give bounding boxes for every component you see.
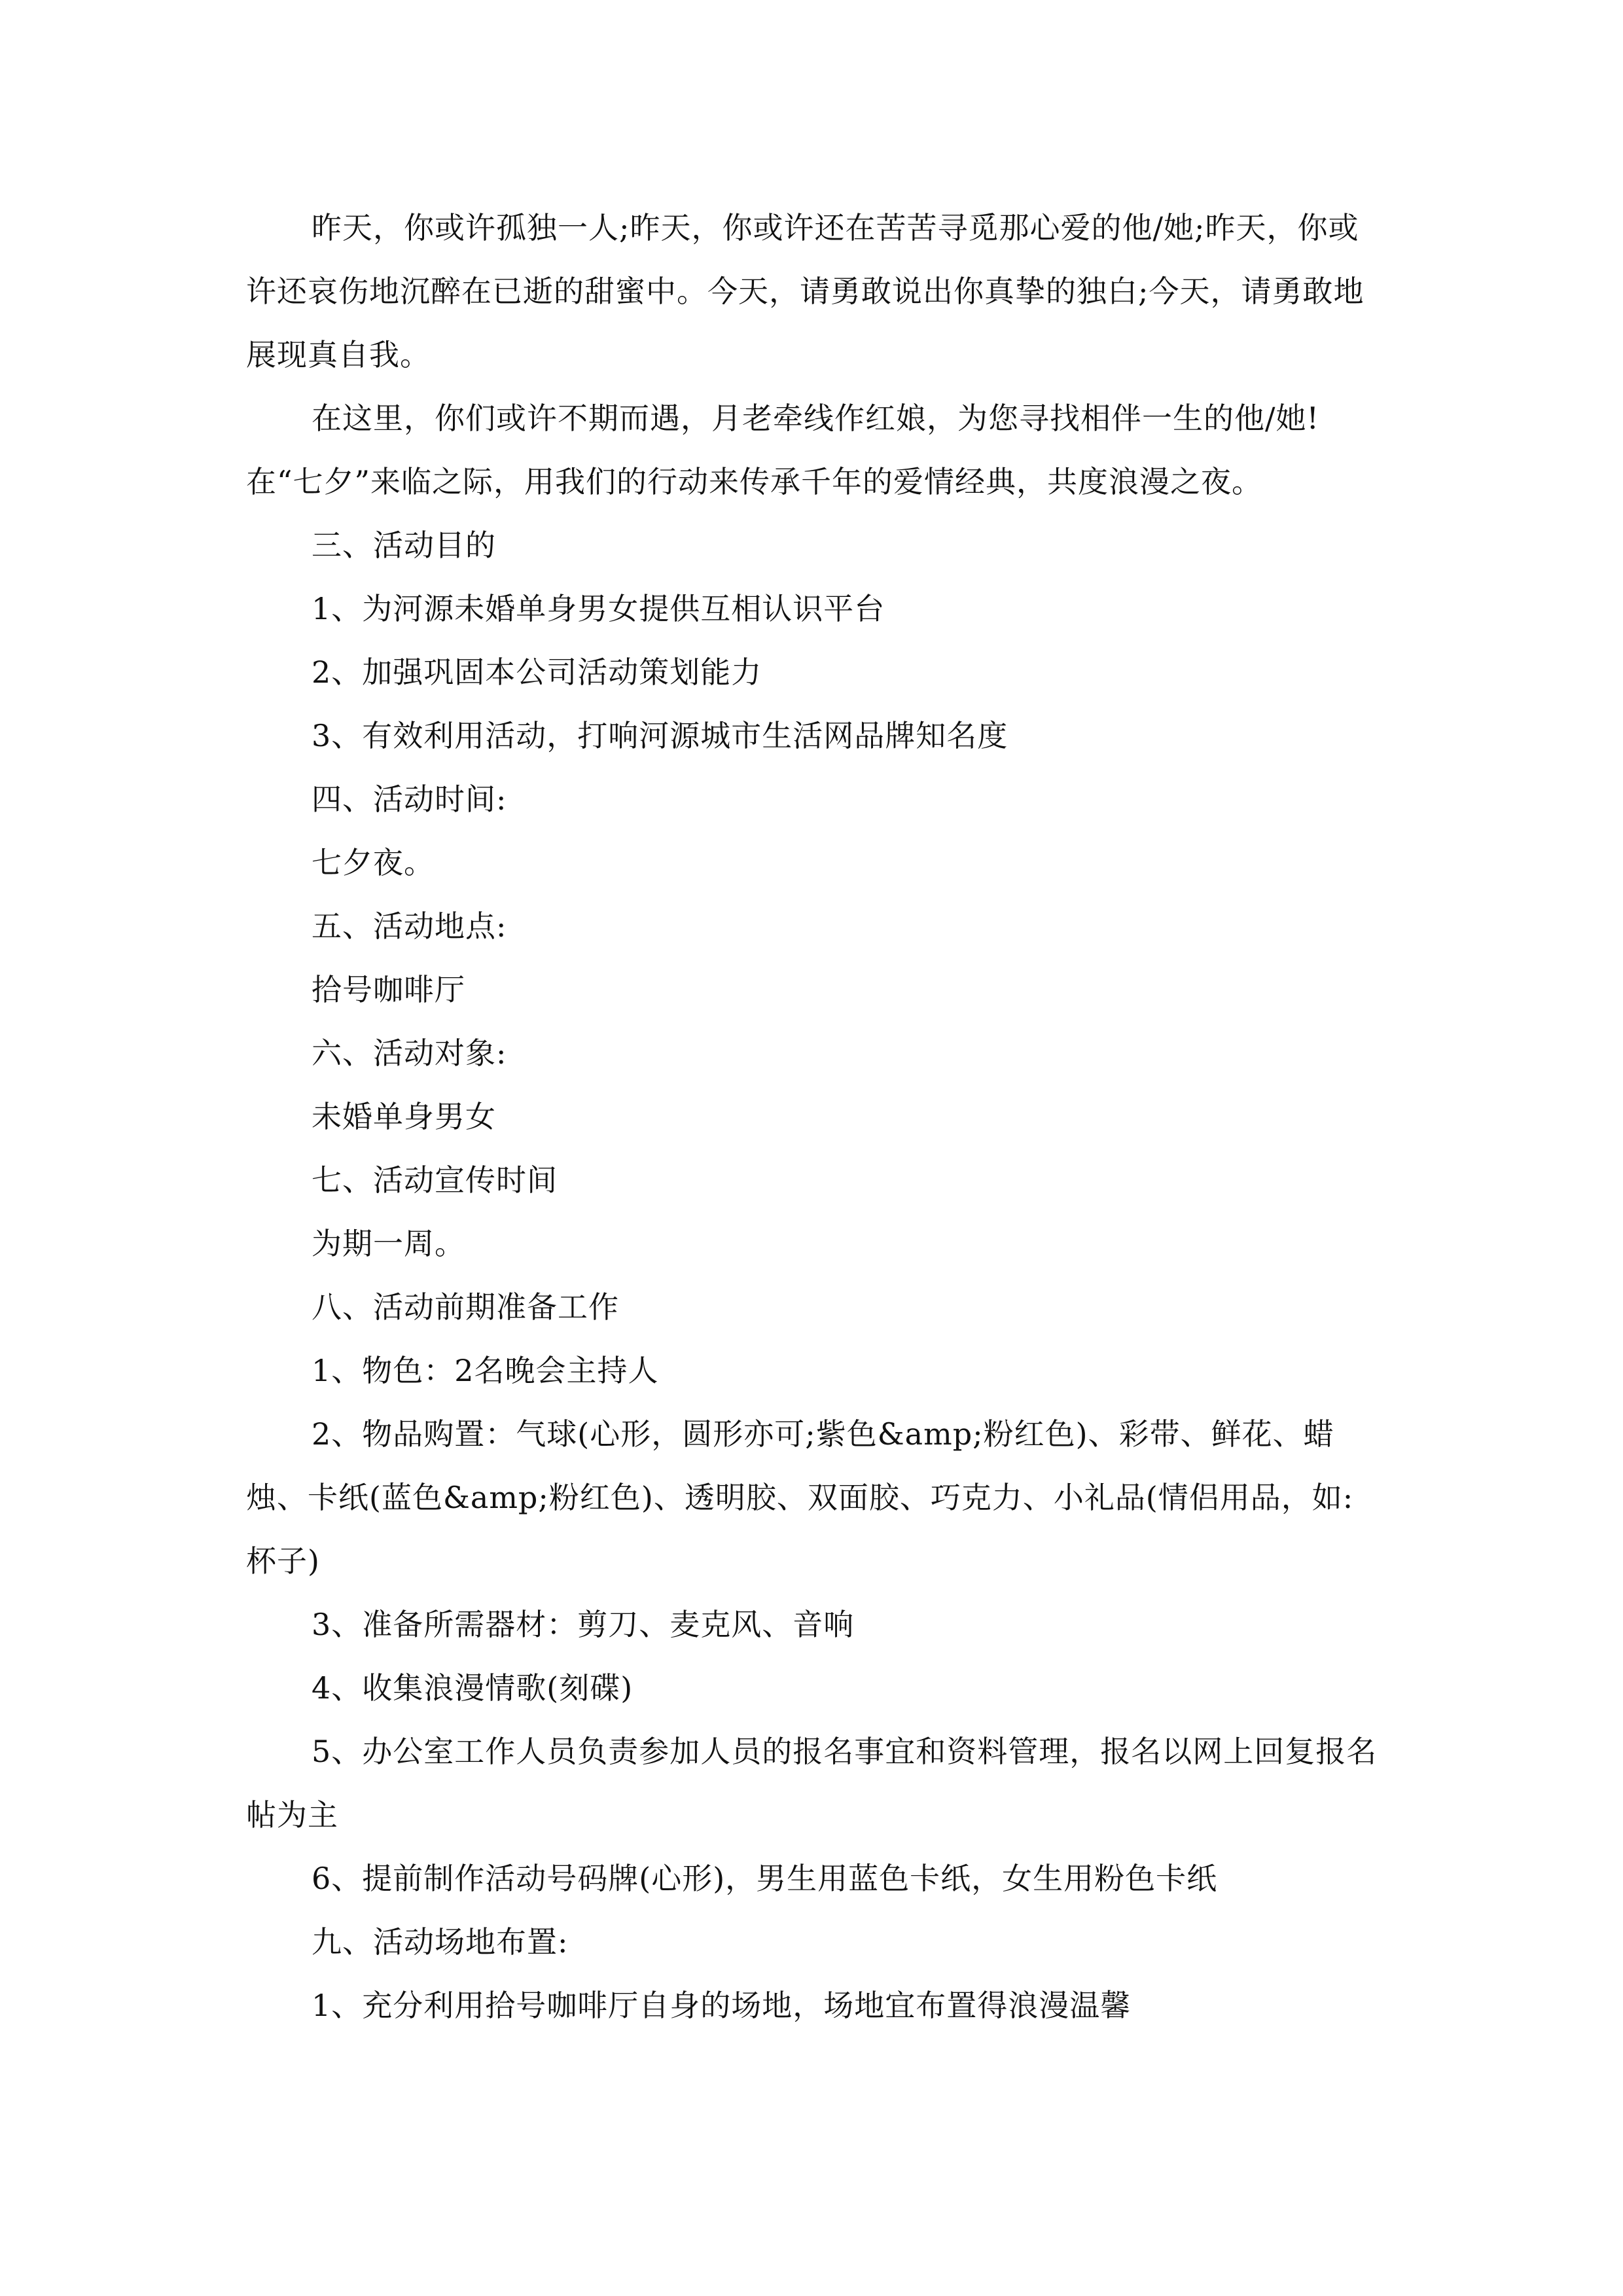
section-heading-preparation: 八、活动前期准备工作 <box>312 1289 619 1325</box>
audience-value: 未婚单身男女 <box>312 1099 496 1134</box>
section-heading-audience: 六、活动对象: <box>312 1035 507 1071</box>
time-value: 七夕夜。 <box>312 845 435 880</box>
section-heading-promotion-time: 七、活动宣传时间 <box>312 1162 558 1198</box>
purpose-item-3: 3、有效利用活动，打响河源城市生活网品牌知名度 <box>312 718 1008 753</box>
purpose-item-1: 1、为河源未婚单身男女提供互相认识平台 <box>312 591 885 626</box>
preparation-item-5: 5、办公室工作人员负责参加人员的报名事宜和资料管理，报名以网上回复报名帖为主 <box>246 1734 1378 1833</box>
intro-paragraph-1: 昨天，你或许孤独一人;昨天，你或许还在苦苦寻觅那心爱的他/她;昨天，你或许还哀伤地沉醉在已逝的甜蜜中。今天，请勇敢说出你真挚的独白;今天，请勇敢地展现真自我。 <box>246 210 1364 372</box>
section-heading-time: 四、活动时间: <box>312 781 507 817</box>
promotion-time-value: 为期一周。 <box>312 1226 465 1261</box>
document-body <box>246 196 1382 2037</box>
location-value: 拾号咖啡厅 <box>312 972 465 1007</box>
intro-paragraph-2: 在这里，你们或许不期而遇，月老牵线作红娘，为您寻找相伴一生的他/她!在“七夕”来临之际，用我们的行动来传承千年的爱情经典，共度浪漫之夜。 <box>246 401 1319 499</box>
preparation-item-4: 4、收集浪漫情歌(刻碟) <box>312 1670 633 1706</box>
section-heading-venue-setup: 九、活动场地布置: <box>312 1924 569 1960</box>
preparation-item-3: 3、准备所需器材：剪刀、麦克风、音响 <box>312 1607 855 1642</box>
preparation-item-1: 1、物色：2名晚会主持人 <box>312 1353 659 1388</box>
preparation-item-2: 2、物品购置：气球(心形，圆形亦可;紫色&amp;粉红色)、彩带、鲜花、蜡烛、卡纸(蓝色&amp;粉红色)、透明胶、双面胶、巧克力、小礼品(情侣用品，如:杯子) <box>246 1416 1354 1579</box>
purpose-item-2: 2、加强巩固本公司活动策划能力 <box>312 655 762 690</box>
section-heading-location: 五、活动地点: <box>312 908 507 944</box>
preparation-item-6: 6、提前制作活动号码牌(心形)，男生用蓝色卡纸，女生用粉色卡纸 <box>312 1861 1218 1896</box>
venue-setup-item-1: 1、充分利用拾号咖啡厅自身的场地，场地宜布置得浪漫温馨 <box>312 1988 1132 2023</box>
section-heading-purpose: 三、活动目的 <box>312 528 496 563</box>
